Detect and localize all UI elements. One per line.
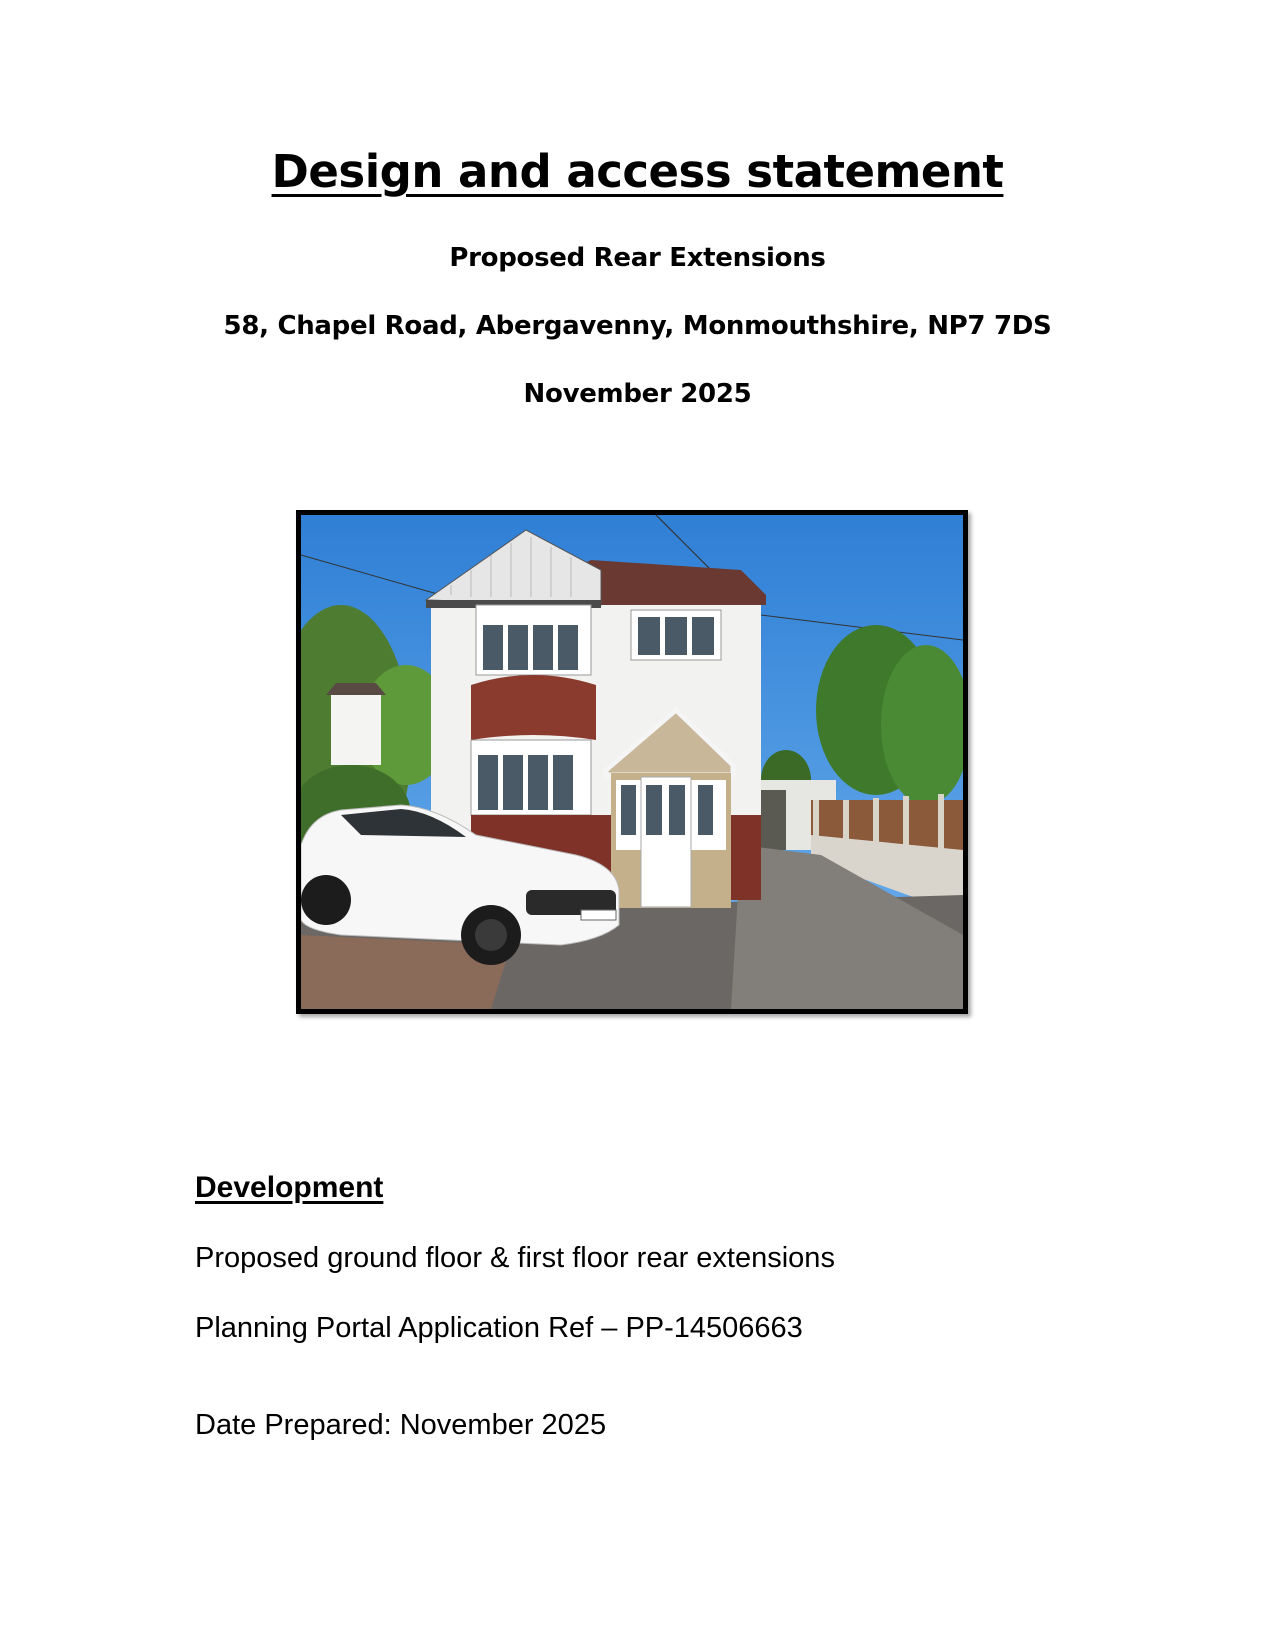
document-title: Design and access statement — [271, 145, 1004, 198]
document-subtitle: Proposed Rear Extensions — [449, 243, 826, 273]
development-description: Proposed ground floor & first floor rear extensions — [195, 1242, 835, 1274]
date-prepared: Date Prepared: November 2025 — [195, 1409, 607, 1441]
property-address: 58, Chapel Road, Abergavenny, Monmouthshire, NP7 7DS — [223, 311, 1052, 341]
cover-date: November 2025 — [523, 379, 752, 409]
development-heading: Development — [195, 1171, 384, 1204]
house-photo-illustration — [301, 515, 963, 1009]
application-reference: Planning Portal Application Ref – PP-14506663 — [195, 1312, 803, 1344]
house-photo — [296, 510, 968, 1014]
